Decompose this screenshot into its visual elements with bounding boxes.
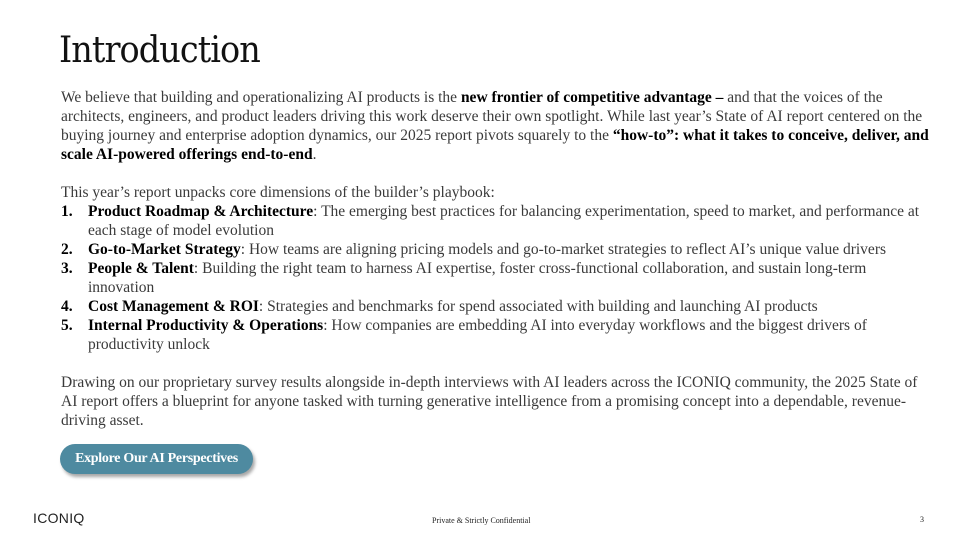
closing-paragraph: Drawing on our proprietary survey results alongside in-depth interviews with AI leaders across the ICONIQ community, the 2025 State of AI report offers a blueprint for anyone tasked with turning generative intelligence from a promising concept into a dependable, revenue-driving asset.	[61, 374, 918, 429]
page-title: Introduction	[59, 30, 260, 71]
list-item-description: : How teams are aligning pricing models and go-to-market strategies to reflect AI’s unique value drivers	[240, 241, 887, 258]
list-item	[61, 297, 931, 316]
list-item-number: 5.	[61, 317, 73, 334]
list-item-content	[88, 259, 931, 297]
list-item-description: : Strategies and benchmarks for spend associated with building and launching AI products	[258, 298, 818, 315]
list-item-description: : How companies are embedding AI into everyday workflows and the biggest drivers of productivity unlock	[88, 317, 867, 353]
intro-text-1: We believe that building and operationalizing AI products is the	[61, 89, 461, 106]
list-item	[61, 259, 931, 297]
list-item-description: : Building the right team to harness AI expertise, foster cross-functional collaboration, and sustain long-term innovation	[88, 260, 867, 296]
explore-ai-perspectives-button[interactable]: Explore Our AI Perspectives	[60, 444, 253, 474]
list-item-term: Cost Management & ROI	[88, 298, 259, 315]
list-item	[61, 240, 931, 259]
list-item-number: 4.	[61, 298, 73, 315]
page-number: 3	[920, 515, 924, 524]
list-item-term: People & Talent	[88, 260, 194, 277]
list-item-term: Product Roadmap & Architecture	[88, 203, 314, 220]
list-item-number: 3.	[61, 260, 73, 277]
list-item-number: 2.	[61, 241, 73, 258]
spacer	[61, 354, 931, 373]
dimensions-intro: This year’s report unpacks core dimensions of the builder’s playbook:	[61, 184, 495, 201]
intro-emphasis-2: “how-to”: what it takes to conceive, deliver, and scale AI-powered offerings end-to-end	[61, 127, 929, 163]
list-item-content	[88, 240, 886, 259]
intro-text-3: .	[312, 146, 317, 163]
intro-text-2: and that the voices of the architects, engineers, and product leaders driving this work deserve their own spotlight. While last year’s State of AI report centered on the buying journey and enterprise adoption dynamics, our 2025 report pivots squarely to the	[61, 89, 923, 144]
list-item	[61, 202, 931, 240]
list-item-description: : The emerging best practices for balancing experimentation, speed to market, and performance at each stage of model evolution	[88, 203, 920, 239]
confidentiality-notice: Private & Strictly Confidential	[432, 516, 531, 525]
list-item-content	[88, 202, 931, 240]
list-item-term: Internal Productivity & Operations	[88, 317, 324, 334]
list-item-content	[88, 316, 931, 354]
dimensions-list	[61, 202, 931, 354]
list-item-term: Go-to-Market Strategy	[88, 241, 241, 258]
list-item	[61, 316, 931, 354]
spacer	[61, 164, 931, 183]
intro-paragraph	[61, 88, 931, 164]
iconiq-logo: ICONIQ	[33, 510, 85, 526]
list-item-content	[88, 297, 818, 316]
list-item-number: 1.	[61, 203, 73, 220]
intro-emphasis-1: new frontier of competitive advantage –	[460, 89, 724, 106]
slide-body	[61, 88, 931, 430]
